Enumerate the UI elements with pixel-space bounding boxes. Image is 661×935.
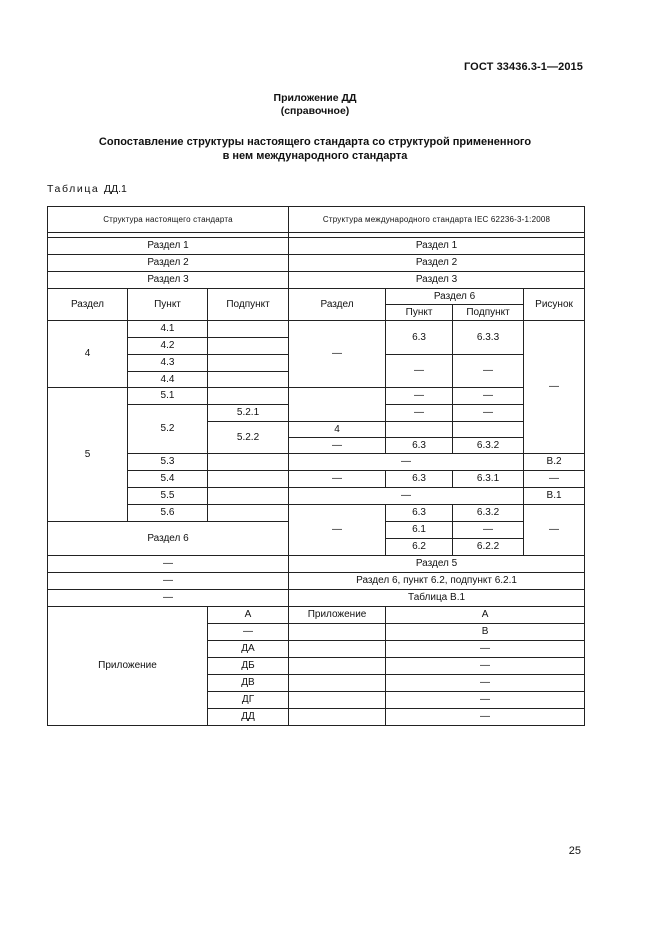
cell: Раздел 6 bbox=[48, 522, 289, 556]
cell bbox=[208, 321, 289, 338]
cell: — bbox=[386, 405, 453, 422]
cell: Раздел 6, пункт 6.2, подпункт 6.2.1 bbox=[289, 573, 585, 590]
table-row bbox=[48, 488, 585, 505]
cell: 4.4 bbox=[128, 372, 208, 388]
cell: — bbox=[289, 438, 386, 454]
table-caption-number: ДД.1 bbox=[103, 183, 127, 195]
table-row bbox=[48, 556, 585, 573]
cell: B bbox=[386, 624, 585, 641]
col-header-punkt-intl: Пункт bbox=[386, 305, 453, 321]
cell: ДГ bbox=[208, 692, 289, 709]
cell: 4 bbox=[48, 321, 128, 388]
col-header-razdel: Раздел bbox=[48, 289, 128, 321]
cell: — bbox=[386, 675, 585, 692]
cell: — bbox=[386, 658, 585, 675]
cell bbox=[289, 675, 386, 692]
appendix-heading bbox=[0, 92, 630, 118]
cell: ДД bbox=[208, 709, 289, 726]
cell: Раздел 2 bbox=[48, 255, 289, 272]
table-row bbox=[48, 454, 585, 471]
cell bbox=[208, 372, 289, 388]
cell: — bbox=[289, 505, 386, 556]
cell: 5.2 bbox=[128, 405, 208, 454]
cell: 6.3 bbox=[386, 471, 453, 488]
document-title bbox=[0, 135, 630, 163]
cell bbox=[289, 709, 386, 726]
cell: — bbox=[453, 405, 524, 422]
table-row bbox=[48, 388, 585, 405]
standard-header: ГОСТ 33436.3-1—2015 bbox=[463, 61, 583, 73]
cell: Раздел 1 bbox=[48, 238, 289, 255]
col-header-risunok: Рисунок bbox=[524, 289, 585, 321]
cell: — bbox=[524, 471, 585, 488]
cell: — bbox=[453, 355, 524, 388]
cell: — bbox=[386, 388, 453, 405]
cell: 5.6 bbox=[128, 505, 208, 522]
table-row bbox=[48, 607, 585, 624]
cell: Раздел 3 bbox=[48, 272, 289, 289]
cell: Раздел 5 bbox=[289, 556, 585, 573]
appendix-note: (справочное) bbox=[280, 105, 350, 117]
document-title-line-1: Сопоставление структуры настоящего стандарта со структурой примененного bbox=[98, 136, 532, 148]
cell bbox=[208, 355, 289, 372]
col-header-razdel-intl: Раздел bbox=[289, 289, 386, 321]
table-row bbox=[48, 238, 585, 255]
table-caption-label: Таблица bbox=[47, 183, 100, 195]
appendix-title: Приложение ДД bbox=[273, 92, 357, 104]
cell: 4.3 bbox=[128, 355, 208, 372]
cell: Раздел 1 bbox=[289, 238, 585, 255]
cell: — bbox=[386, 355, 453, 388]
cell: 6.3 bbox=[386, 321, 453, 355]
cell: — bbox=[48, 590, 289, 607]
cell: Раздел 2 bbox=[289, 255, 585, 272]
cell: — bbox=[386, 692, 585, 709]
table-row bbox=[48, 272, 585, 289]
table-row bbox=[48, 573, 585, 590]
cell: 6.3.2 bbox=[453, 505, 524, 522]
cell: 6.1 bbox=[386, 522, 453, 539]
cell: A bbox=[386, 607, 585, 624]
cell: ДВ bbox=[208, 675, 289, 692]
cell bbox=[289, 658, 386, 675]
cell: 5.3 bbox=[128, 454, 208, 471]
cell: Раздел 3 bbox=[289, 272, 585, 289]
cell: ДА bbox=[208, 641, 289, 658]
table-row bbox=[48, 471, 585, 488]
cell bbox=[289, 388, 386, 422]
cell: — bbox=[48, 573, 289, 590]
cell: — bbox=[386, 641, 585, 658]
cell: 5.1 bbox=[128, 388, 208, 405]
cell: — bbox=[289, 471, 386, 488]
cell: — bbox=[524, 321, 585, 454]
comparison-table bbox=[47, 206, 585, 726]
cell: А bbox=[208, 607, 289, 624]
cell: B.1 bbox=[524, 488, 585, 505]
cell bbox=[208, 471, 289, 488]
table-row bbox=[48, 321, 585, 338]
cell: — bbox=[289, 454, 524, 471]
document-title-line-2: в нем международного стандарта bbox=[222, 150, 408, 162]
cell: 6.3 bbox=[386, 505, 453, 522]
cell bbox=[289, 624, 386, 641]
cell: 5.2.2 bbox=[208, 422, 289, 454]
cell: — bbox=[453, 388, 524, 405]
col-header-razdel-6: Раздел 6 bbox=[386, 289, 524, 305]
cell: — bbox=[208, 624, 289, 641]
table-row bbox=[48, 590, 585, 607]
cell: — bbox=[48, 556, 289, 573]
col-header-punkt: Пункт bbox=[128, 289, 208, 321]
cell: B.2 bbox=[524, 454, 585, 471]
cell: 6.2 bbox=[386, 539, 453, 556]
header-current-standard: Структура настоящего стандарта bbox=[48, 207, 289, 233]
table-caption bbox=[47, 183, 127, 195]
col-header-podpunkt: Подпункт bbox=[208, 289, 289, 321]
cell: 6.3 bbox=[386, 438, 453, 454]
cell: 5.5 bbox=[128, 488, 208, 505]
cell bbox=[208, 388, 289, 405]
cell: — bbox=[453, 522, 524, 539]
cell: ДБ bbox=[208, 658, 289, 675]
cell: — bbox=[289, 488, 524, 505]
cell bbox=[208, 505, 289, 522]
header-international-standard: Структура международного стандарта IEC 62236-3-1:2008 bbox=[289, 207, 585, 233]
table-header-row bbox=[48, 207, 585, 233]
cell bbox=[208, 454, 289, 471]
cell: Приложение bbox=[48, 607, 208, 726]
cell: 6.2.2 bbox=[453, 539, 524, 556]
cell bbox=[386, 422, 453, 438]
cell: 6.3.1 bbox=[453, 471, 524, 488]
cell: Приложение bbox=[289, 607, 386, 624]
cell: — bbox=[289, 321, 386, 388]
cell: 6.3.3 bbox=[453, 321, 524, 355]
page-number: 25 bbox=[568, 845, 581, 857]
col-header-podpunkt-intl: Подпункт bbox=[453, 305, 524, 321]
cell bbox=[289, 641, 386, 658]
cell bbox=[208, 338, 289, 355]
cell bbox=[208, 488, 289, 505]
cell: — bbox=[524, 505, 585, 556]
table-row bbox=[48, 505, 585, 522]
cell: 6.3.2 bbox=[453, 438, 524, 454]
cell: 5.2.1 bbox=[208, 405, 289, 422]
table-row bbox=[48, 255, 585, 272]
column-header-row bbox=[48, 289, 585, 305]
cell: 5.4 bbox=[128, 471, 208, 488]
cell: 4 bbox=[289, 422, 386, 438]
cell: 5 bbox=[48, 388, 128, 522]
cell bbox=[289, 692, 386, 709]
cell bbox=[453, 422, 524, 438]
cell: 4.2 bbox=[128, 338, 208, 355]
cell: — bbox=[386, 709, 585, 726]
cell: 4.1 bbox=[128, 321, 208, 338]
cell: Таблица B.1 bbox=[289, 590, 585, 607]
